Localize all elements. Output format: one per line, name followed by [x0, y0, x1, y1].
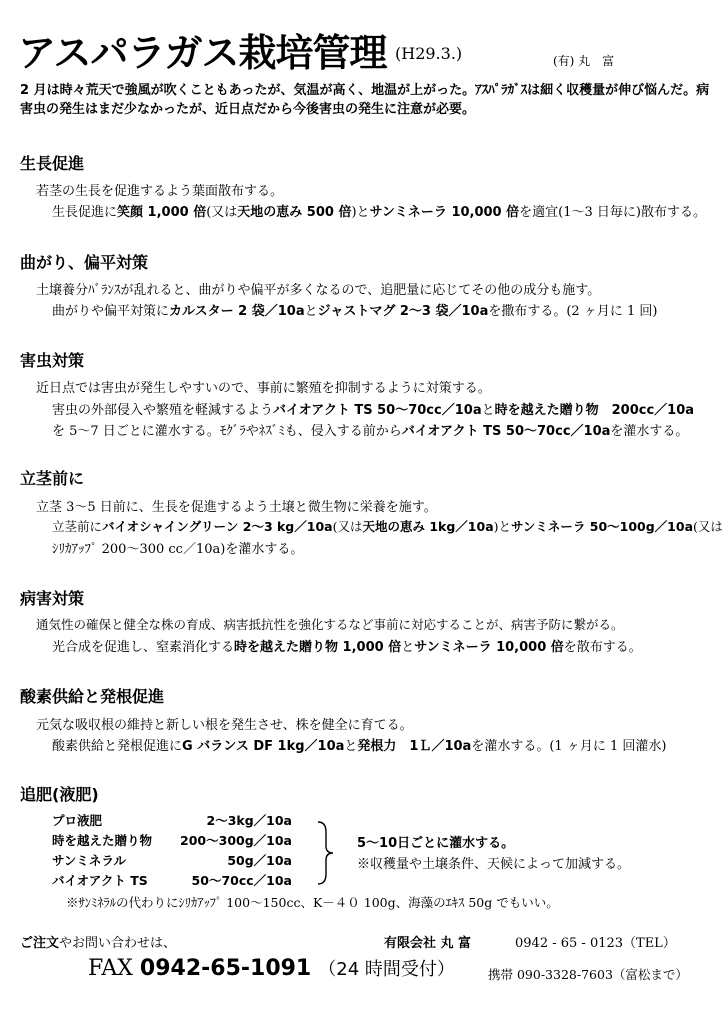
section-heading-before-stem: 立茎前に	[20, 469, 85, 488]
fertilizer-amount: 200～300g／10a	[180, 833, 292, 848]
product-name: バイオシャイングリーン 2～3 kg／10a	[102, 519, 333, 534]
product-name: ジャストマグ 2～3 袋／10a	[317, 304, 489, 319]
fax-line	[88, 955, 455, 981]
product-name: G バランス DF 1kg／10a	[182, 739, 345, 754]
company-name: 有限会社 丸 富	[384, 936, 472, 951]
product-name: 時を越えた贈り物 200cc／10a	[494, 403, 695, 418]
table-row	[52, 870, 292, 890]
section-heading-disease: 病害対策	[20, 589, 85, 608]
section-detail: 立茎前にバイオシャイングリーン 2～3 kg／10a(又は天地の恵み 1kg／10a)とサンミネーラ 50～100g／10a(又は	[52, 519, 723, 534]
section-detail: ｼﾘｶｱｯﾌﾟ 200～300 cc／10a)を灌水する。	[52, 542, 304, 557]
table-row	[52, 850, 292, 870]
section-text: 通気性の確保と健全な株の育成、病害抵抗性を強化するなど事前に対応することが、病害予防に繋がる。	[36, 617, 624, 632]
product-name: サンミネーラ 10,000 倍	[414, 640, 564, 655]
fax-number: 0942-65-1091	[139, 956, 312, 981]
section-detail: 害虫の外部侵入や繁殖を軽減するようバイオアクト TS 50～70cc／10aと時を越えた贈り物 200cc／10a	[52, 403, 695, 418]
fertilizer-name: バイオアクト TS	[52, 873, 148, 888]
section-text: 土壌養分ﾊﾞﾗﾝｽが乱れると、曲がりや偏平が多くなるので、追肥量に応じてその他の成分も施す。	[36, 283, 601, 298]
section-detail: を 5～7 日ごとに灌水する。ﾓｸﾞﾗやﾈｽﾞﾐも、侵入する前からバイオアクト TS 50～70cc／10aを灌水する。	[52, 424, 689, 439]
product-name: 笑顔 1,000 倍	[117, 205, 207, 220]
fertilizer-name: サンミネラル	[52, 853, 127, 868]
section-heading-growth: 生長促進	[20, 154, 85, 173]
section-detail: 生長促進に笑顔 1,000 倍(又は天地の恵み 500 倍)とサンミネーラ 10,000 倍を適宜(1～3 日毎に)散布する。	[52, 205, 706, 220]
fertilizer-amount: 50g／10a	[227, 853, 292, 868]
order-inquiry-text: ご注文やお問い合わせは、	[20, 936, 177, 951]
mobile-number: 携帯 090-3328-7603（富松まで）	[488, 967, 688, 982]
section-text: 元気な吸収根の維持と新しい根を発生させ、株を健全に育てる。	[36, 718, 413, 733]
product-name: カルスター 2 袋／10a	[169, 304, 305, 319]
phone-number: 0942 - 65 - 0123（TEL）	[515, 936, 676, 951]
fertilizer-amount: 2～3kg／10a	[206, 813, 292, 828]
product-name: 時を越えた贈り物 1,000 倍	[234, 640, 402, 655]
product-name: サンミネーラ 10,000 倍	[369, 205, 520, 220]
fax-label: FAX	[88, 956, 133, 981]
section-detail: 光合成を促進し、窒素消化する時を越えた贈り物 1,000 倍とサンミネーラ 10,000 倍を散布する。	[52, 640, 642, 655]
fertilizer-name: 時を越えた贈り物	[52, 833, 153, 848]
section-heading-oxygen: 酸素供給と発根促進	[20, 687, 165, 706]
product-name: 天地の恵み 1kg／10a	[362, 519, 494, 534]
product-name: サンミネーラ 50～100g／10a	[511, 519, 694, 534]
section-heading-pests: 害虫対策	[20, 351, 85, 370]
table-row	[52, 810, 292, 830]
company-name-header: (有) 丸 富	[553, 54, 615, 68]
substitute-footnote: ※ｻﾝﾐﾈﾗﾙの代わりにｼﾘｶｱｯﾌﾟ 100～150cc、K－４０ 100g、海藻のｴｷｽ 50g でもいい。	[66, 895, 559, 910]
page-title: アスパラガス栽培管理	[18, 31, 387, 75]
product-name: バイオアクト TS 50～70cc／10a	[401, 424, 611, 439]
table-row	[52, 830, 292, 850]
fertilizer-name: プロ液肥	[52, 813, 103, 828]
watering-interval-note: 5～10日ごとに灌水する。	[357, 836, 515, 851]
section-detail: 酸素供給と発根促進にG バランス DF 1kg／10aと発根力 1Ｌ／10aを灌水する。(1 ヶ月に 1 回灌水)	[52, 739, 667, 754]
section-text: 立茎 3～5 日前に、生長を促進するよう土壌と微生物に栄養を施す。	[36, 500, 437, 515]
fertilizer-table	[52, 810, 292, 890]
section-text: 若茎の生長を促進するよう葉面散布する。	[36, 184, 284, 199]
right-brace-icon	[316, 820, 336, 886]
section-heading-fertilizer: 追肥(液肥)	[20, 785, 99, 804]
section-text: 近日点では害虫が発生しやすいので、事前に繁殖を抑制するように対策する。	[36, 381, 491, 396]
fertilizer-amount: 50～70cc／10a	[191, 873, 292, 888]
fax-hours: （24 時間受付）	[318, 959, 455, 980]
product-name: バイオアクト TS 50～70cc／10a	[273, 403, 482, 418]
section-detail: 曲がりや偏平対策にカルスター 2 袋／10aとジャストマグ 2～3 袋／10aを撒布する。(2 ヶ月に 1 回)	[52, 304, 658, 319]
intro-paragraph: 2 月は時々荒天で強風が吹くこともあったが、気温が高く、地温が上がった。ｱｽﾊﾟﾗｶﾞｽは細く収穫量が伸び悩んだ。病害虫の発生はまだ少なかったが、近日点だから今後害虫の発生に注意が必要。	[20, 83, 710, 117]
document-date: (H29.3.)	[395, 44, 463, 63]
adjustment-note: ※収穫量や土壌条件、天候によって加減する。	[357, 857, 631, 872]
product-name: 発根力 1Ｌ／10a	[357, 739, 472, 754]
section-heading-bend: 曲がり、偏平対策	[20, 253, 149, 272]
product-name: 天地の恵み 500 倍	[237, 205, 352, 220]
